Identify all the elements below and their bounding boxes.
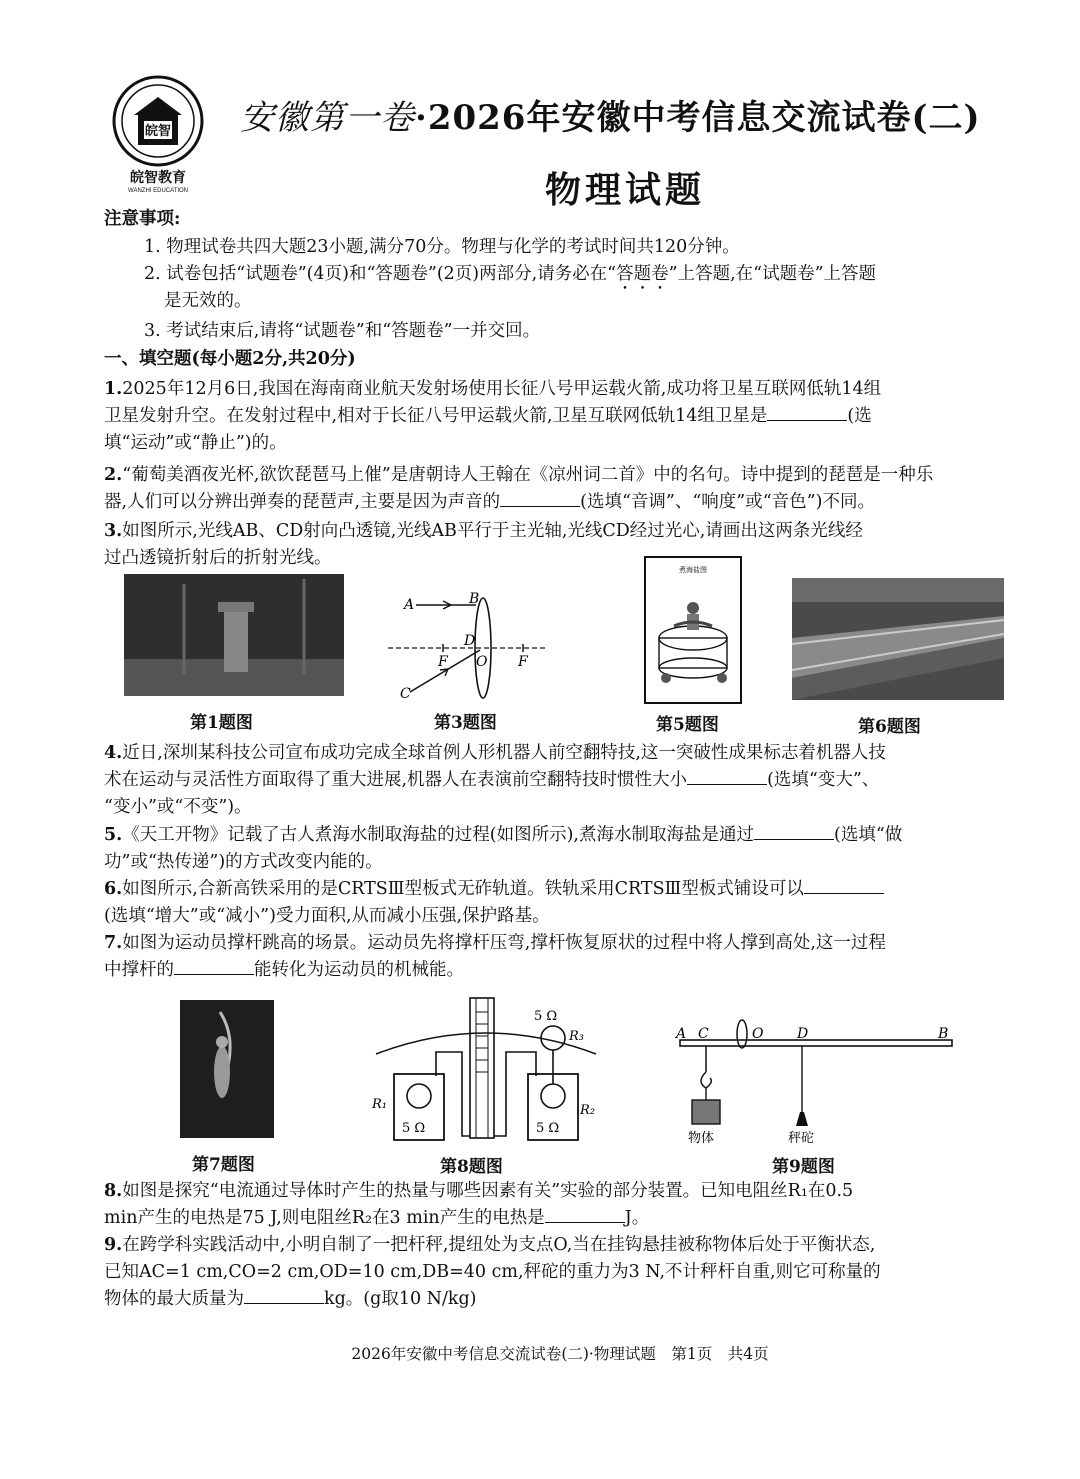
answer-blank xyxy=(500,490,580,507)
exam-title xyxy=(240,90,981,139)
fig3-label-C: C xyxy=(400,686,411,702)
fig3-caption: 第3题图 xyxy=(434,713,497,733)
question-text: min产生的电热是75 J,则电阻丝R₂在3 min产生的电热是 xyxy=(104,1208,545,1228)
question-text: 近日,深圳某科技公司宣布成功完成全球首例人形机器人前空翻特技,这一突破性成果标志着机器人技 xyxy=(122,743,886,763)
fig7-caption: 第7题图 xyxy=(192,1155,255,1175)
question-text: 卫星发射升空。在发射过程中,相对于长征八号甲运载火箭,卫星互联网低轨14组卫星是 xyxy=(104,406,768,426)
fig9-label-weight: 秤砣 xyxy=(788,1131,815,1146)
question-text: (选 xyxy=(847,406,872,426)
fig3-lens-diagram xyxy=(388,590,548,702)
fig9-label-O: O xyxy=(752,1026,764,1042)
fig6-caption: 第6题图 xyxy=(858,717,921,737)
answer-blank xyxy=(804,877,884,894)
question-text: 在跨学科实践活动中,小明自制了一把杆秤,提纽处为支点O,当在挂钩悬挂被称物体后处于平衡状态, xyxy=(122,1235,876,1255)
fig5-illustration-title: 煮海盐图 xyxy=(679,566,707,574)
question-text: 《天工开物》记载了古人煮海水制取海盐的过程(如图所示),煮海水制取海盐是通过 xyxy=(122,825,754,845)
question-text: (选填“做 xyxy=(834,825,903,845)
question-text: 如图所示,合新高铁采用的是CRTSⅢ型板式无砟轨道。铁轨采用CRTSⅢ型板式铺设可以 xyxy=(122,879,804,899)
question-text: 中撑杆的 xyxy=(104,960,174,980)
logo-brand-text: 皖智教育 xyxy=(130,169,186,185)
title-script: 安徽第一卷 xyxy=(240,98,415,138)
notice-item-2-cont: 是无效的。 xyxy=(164,291,252,311)
fig3-label-B: B xyxy=(469,591,480,607)
question-8 xyxy=(104,1178,1034,1232)
question-number: 3. xyxy=(104,521,123,541)
question-text: 如图所示,光线AB、CD射向凸透镜,光线AB平行于主光轴,光线CD经过光心,请画出这两条光线经 xyxy=(122,521,863,541)
logo-seal-text: 皖智 xyxy=(144,124,172,139)
fig1-caption: 第1题图 xyxy=(190,713,253,733)
answer-blank xyxy=(174,958,254,975)
question-text: (选填“增大”或“减小”)受力面积,从而减小压强,保护路基。 xyxy=(104,906,550,926)
fig8-label-top-resistance: 5 Ω xyxy=(534,1009,558,1024)
fig9-label-B: B xyxy=(938,1026,949,1042)
answer-blank xyxy=(545,1206,625,1223)
fig8-label-R3: R₃ xyxy=(569,1029,584,1044)
fig8-label-R1: R₁ xyxy=(372,1097,387,1112)
fig3-label-F-left: F xyxy=(438,654,448,670)
section-heading: 一、填空题(每小题2分,共20分) xyxy=(104,349,356,369)
question-1 xyxy=(104,376,1034,457)
fig7-pole-vault-photo xyxy=(180,1000,274,1138)
fig8-caption: 第8题图 xyxy=(440,1157,503,1177)
question-3 xyxy=(104,518,1034,572)
question-text: 填“运动”或“静止”)的。 xyxy=(104,433,287,453)
question-text: 已知AC=1 cm,CO=2 cm,OD=10 cm,DB=40 cm,秤砣的重力为3 N,不计秤杆自重,则它可称量的 xyxy=(104,1262,881,1282)
fig3-label-A: A xyxy=(404,597,415,613)
fig8-label-R2: R₂ xyxy=(580,1103,595,1118)
fig1-rocket-launch-photo xyxy=(124,574,344,696)
fig9-label-object: 物体 xyxy=(688,1131,715,1146)
question-number: 8. xyxy=(104,1181,123,1201)
page-footer: 2026年安徽中考信息交流试卷(二)·物理试题 第1页 共4页 xyxy=(351,1345,769,1363)
question-text: 术在运动与灵活性方面取得了重大进展,机器人在表演前空翻特技时惯性大小 xyxy=(104,770,688,790)
notice-item-2-part-a: 2. 试卷包括“试题卷”(4页)和“答题卷”(2页)两部分,请务必在“ xyxy=(144,264,617,284)
notice-item-3: 3. 考试结束后,请将“试题卷”和“答题卷”一并交回。 xyxy=(144,321,541,341)
fig9-steelyard-diagram xyxy=(672,1016,962,1148)
fig3-label-D: D xyxy=(464,633,476,649)
question-4 xyxy=(104,740,1034,821)
question-text: (选填“音调”、“响度”或“音色”)不同。 xyxy=(580,492,875,512)
question-number: 1. xyxy=(104,379,123,399)
question-text: 过凸透镜折射后的折射光线。 xyxy=(104,548,332,568)
question-number: 9. xyxy=(104,1235,123,1255)
question-text: 物体的最大质量为 xyxy=(104,1289,244,1309)
question-text: 如图是探究“电流通过导体时产生的热量与哪些因素有关”实验的部分装置。已知电阻丝R₁在0.5 xyxy=(122,1181,854,1201)
answer-blank xyxy=(754,823,834,840)
question-text: 2025年12月6日,我国在海南商业航天发射场使用长征八号甲运载火箭,成功将卫星互联网低轨14组 xyxy=(122,379,882,399)
notice-item-2-emphasis: 答题卷 xyxy=(616,264,669,284)
question-text: 如图为运动员撑杆跳高的场景。运动员先将撑杆压弯,撑杆恢复原状的过程中将人撑到高处,这一过程 xyxy=(122,933,886,953)
question-2 xyxy=(104,462,1034,516)
fig8-label-right-resistance: 5 Ω xyxy=(536,1121,560,1136)
fig5-sea-salt-illustration xyxy=(644,556,742,704)
fig3-label-F-right: F xyxy=(518,654,528,670)
question-text: (选填“变大”、 xyxy=(767,770,880,790)
fig3-label-O: O xyxy=(476,654,488,670)
answer-blank xyxy=(767,404,847,421)
fig9-label-C: C xyxy=(698,1026,709,1042)
question-number: 2. xyxy=(104,465,123,485)
question-text: kg。(g取10 N/kg) xyxy=(324,1289,477,1309)
subject-title: 物理试题 xyxy=(544,169,705,211)
fig9-label-A: A xyxy=(676,1026,687,1042)
fig9-label-D: D xyxy=(797,1026,809,1042)
question-number: 7. xyxy=(104,933,123,953)
notice-item-1: 1. 物理试卷共四大题23小题,满分70分。物理与化学的考试时间共120分钟。 xyxy=(144,237,740,257)
answer-blank xyxy=(244,1287,324,1304)
title-main: ·2026年安徽中考信息交流试卷(二) xyxy=(415,98,981,138)
fig5-caption: 第5题图 xyxy=(656,715,719,735)
answer-blank xyxy=(687,768,767,785)
fig9-caption: 第9题图 xyxy=(772,1157,835,1177)
question-number: 4. xyxy=(104,743,123,763)
question-text: 能转化为运动员的机械能。 xyxy=(254,960,464,980)
question-number: 6. xyxy=(104,879,123,899)
question-6 xyxy=(104,876,1034,930)
question-9 xyxy=(104,1232,1034,1313)
question-text: 器,人们可以分辨出弹奏的琵琶声,主要是因为声音的 xyxy=(104,492,501,512)
fig8-label-left-resistance: 5 Ω xyxy=(402,1121,426,1136)
logo-brand-en: WANZHI EDUCATION xyxy=(128,188,188,194)
question-text: “变小”或“不变”)。 xyxy=(104,797,252,817)
question-text: “葡萄美酒夜光杯,欲饮琵琶马上催”是唐朝诗人王翰在《凉州词二首》中的名句。诗中提到的琵琶是一种乐 xyxy=(122,465,934,485)
question-5 xyxy=(104,822,1034,876)
question-text: 功”或“热传递”)的方式改变内能的。 xyxy=(104,852,383,872)
fig6-railway-track-photo xyxy=(792,578,1004,700)
question-text: J。 xyxy=(624,1208,650,1228)
question-7 xyxy=(104,930,1034,984)
notice-item-2-part-b: ”上答题,在“试题卷”上答题 xyxy=(668,264,877,284)
notice-heading: 注意事项: xyxy=(104,209,181,229)
question-number: 5. xyxy=(104,825,123,845)
fig8-joule-heat-apparatus xyxy=(366,992,606,1144)
